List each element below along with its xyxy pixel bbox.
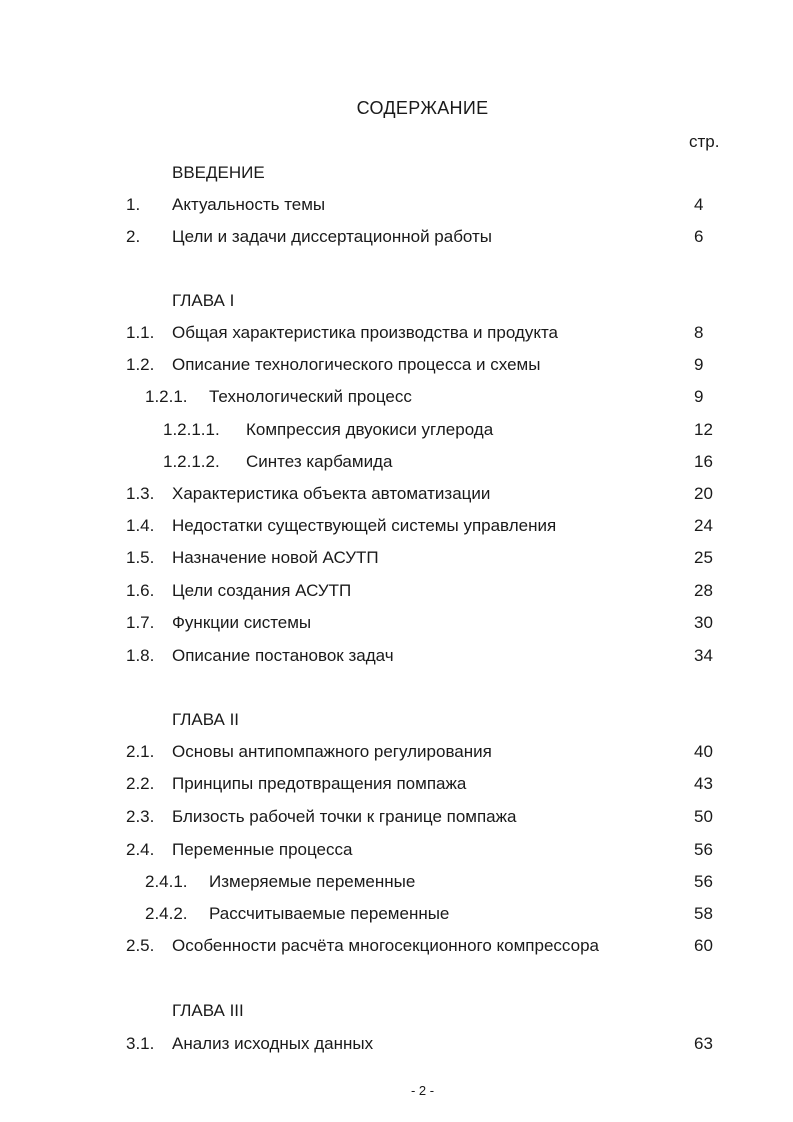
toc-number: 1.5. [126, 548, 155, 567]
toc-page: 63 [694, 1034, 713, 1053]
toc-number: 2.5. [126, 936, 155, 955]
toc-title: Описание постановок задач [172, 646, 394, 665]
toc-page: 50 [694, 807, 713, 826]
toc-title: Переменные процесса [172, 840, 353, 859]
page-column-label: стр. [689, 132, 720, 151]
toc-number: 1.2.1. [145, 387, 188, 406]
toc-title: Рассчитываемые переменные [209, 904, 450, 923]
toc-title: Принципы предотвращения помпажа [172, 774, 467, 793]
toc-number: 1.2. [126, 355, 155, 374]
toc-page: 12 [694, 420, 713, 439]
toc-title: Измеряемые переменные [209, 872, 416, 891]
toc-page: 34 [694, 646, 713, 665]
toc-number: 2.3. [126, 807, 155, 826]
toc-number: 1.4. [126, 516, 155, 535]
toc-number: 2.4.1. [145, 872, 188, 891]
toc-number: 2. [126, 227, 141, 246]
toc-title: Описание технологического процесса и схемы [172, 355, 541, 374]
toc-number: 2.4. [126, 840, 155, 859]
toc-title: Характеристика объекта автоматизации [172, 484, 491, 503]
toc-number: 2.2. [126, 774, 155, 793]
section-heading-chapter-3: ГЛАВА III [172, 1001, 244, 1020]
toc-page: 43 [694, 774, 713, 793]
toc-number: 2.4.2. [145, 904, 188, 923]
toc-number: 1.3. [126, 484, 155, 503]
toc-number: 1.2.1.2. [163, 452, 220, 471]
toc-page: 24 [694, 516, 713, 535]
toc-title: Актуальность темы [172, 195, 326, 214]
toc-number: 1.8. [126, 646, 155, 665]
toc-page: 60 [694, 936, 713, 955]
toc-page: 56 [694, 872, 713, 891]
toc-title: Функции системы [172, 613, 312, 632]
toc-number: 1.7. [126, 613, 155, 632]
toc-page: 28 [694, 581, 713, 600]
toc-number: 1. [126, 195, 141, 214]
toc-title: Цели и задачи диссертационной работы [172, 227, 493, 246]
toc-page: 40 [694, 742, 713, 761]
toc-title: Анализ исходных данных [172, 1034, 374, 1053]
toc-number: 2.1. [126, 742, 155, 761]
toc-number: 1.2.1.1. [163, 420, 220, 439]
toc-number: 1.6. [126, 581, 155, 600]
section-heading-intro: ВВЕДЕНИЕ [172, 163, 265, 182]
toc-title: Общая характеристика производства и продукта [172, 323, 559, 342]
section-heading-chapter-1: ГЛАВА I [172, 291, 235, 310]
toc-title: Основы антипомпажного регулирования [172, 742, 492, 761]
toc-page: 58 [694, 904, 713, 923]
toc-number: 1.1. [126, 323, 155, 342]
toc-title: Технологический процесс [209, 387, 412, 406]
toc-page: 25 [694, 548, 713, 567]
section-heading-chapter-2: ГЛАВА II [172, 710, 240, 729]
toc-page: 9 [694, 355, 704, 374]
toc-page: 16 [694, 452, 713, 471]
toc-page: 4 [694, 195, 704, 214]
page-title: СОДЕРЖАНИЕ [356, 98, 489, 118]
toc-title: Особенности расчёта многосекционного компрессора [172, 936, 599, 955]
toc-page: 9 [694, 387, 704, 406]
toc-page: 6 [694, 227, 704, 246]
page-number: - 2 - [410, 1083, 435, 1098]
toc-number: 3.1. [126, 1034, 155, 1053]
toc-page: 20 [694, 484, 713, 503]
toc-title: Недостатки существующей системы управления [172, 516, 557, 535]
toc-title: Назначение новой АСУТП [172, 548, 379, 567]
toc-page: 56 [694, 840, 713, 859]
toc-title: Цели создания АСУТП [172, 581, 352, 600]
toc-page: 8 [694, 323, 704, 342]
toc-title: Компрессия двуокиси углерода [246, 420, 494, 439]
toc-title: Близость рабочей точки к границе помпажа [172, 807, 517, 826]
toc-title: Синтез карбамида [246, 452, 393, 471]
toc-page: 30 [694, 613, 713, 632]
